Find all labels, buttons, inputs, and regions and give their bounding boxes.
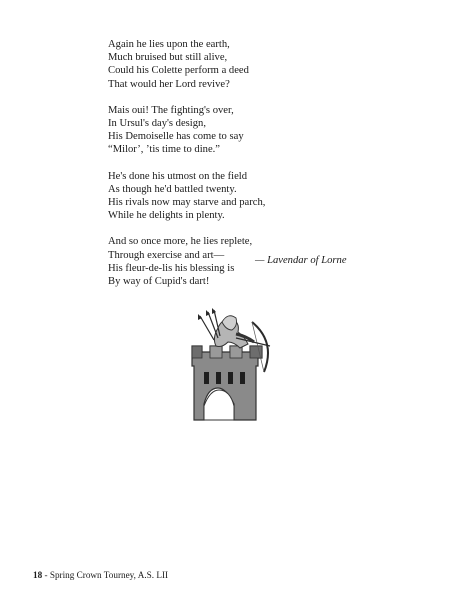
poem-stanza-2 xyxy=(108,104,368,157)
poem-line: His Demoiselle has come to say xyxy=(108,131,244,143)
poem-line: While he delights in plenty. xyxy=(108,210,225,222)
poem-line: Through exercise and art— xyxy=(108,249,225,261)
poem-line: In Ursul's day's design, xyxy=(108,118,206,130)
archer-on-castle-tower-icon xyxy=(178,308,288,426)
footer-separator: - xyxy=(42,570,50,580)
poem-line: Mais oui! The fighting's over, xyxy=(108,104,234,116)
poem-line: As though he'd battled twenty. xyxy=(108,183,237,195)
poem-line: Could his Colette perform a deed xyxy=(108,65,249,77)
poem-line: By way of Cupid's dart! xyxy=(108,276,210,288)
poem-stanza-1 xyxy=(108,38,368,91)
poem-line: Again he lies upon the earth, xyxy=(108,39,230,50)
page-number: 18 xyxy=(33,570,43,580)
poem-line: “Milor’, ’tis time to dine.” xyxy=(108,144,221,156)
poem-line: His rivals now may starve and parch, xyxy=(108,197,266,209)
poem-stanza-3 xyxy=(108,170,368,223)
poem-line: His fleur-de-lis his blessing is xyxy=(108,262,235,274)
poem-line: That would her Lord revive? xyxy=(108,78,230,90)
poem-line: He's done his utmost on the field xyxy=(108,170,248,182)
poem-line: And so once more, he lies replete, xyxy=(108,236,253,248)
poem-line: Much bruised but still alive, xyxy=(108,52,228,64)
poem-attribution: — Lavendar of Lorne xyxy=(255,255,347,266)
publication-title: Spring Crown Tourney, A.S. LII xyxy=(49,570,169,580)
page-footer xyxy=(33,570,168,580)
